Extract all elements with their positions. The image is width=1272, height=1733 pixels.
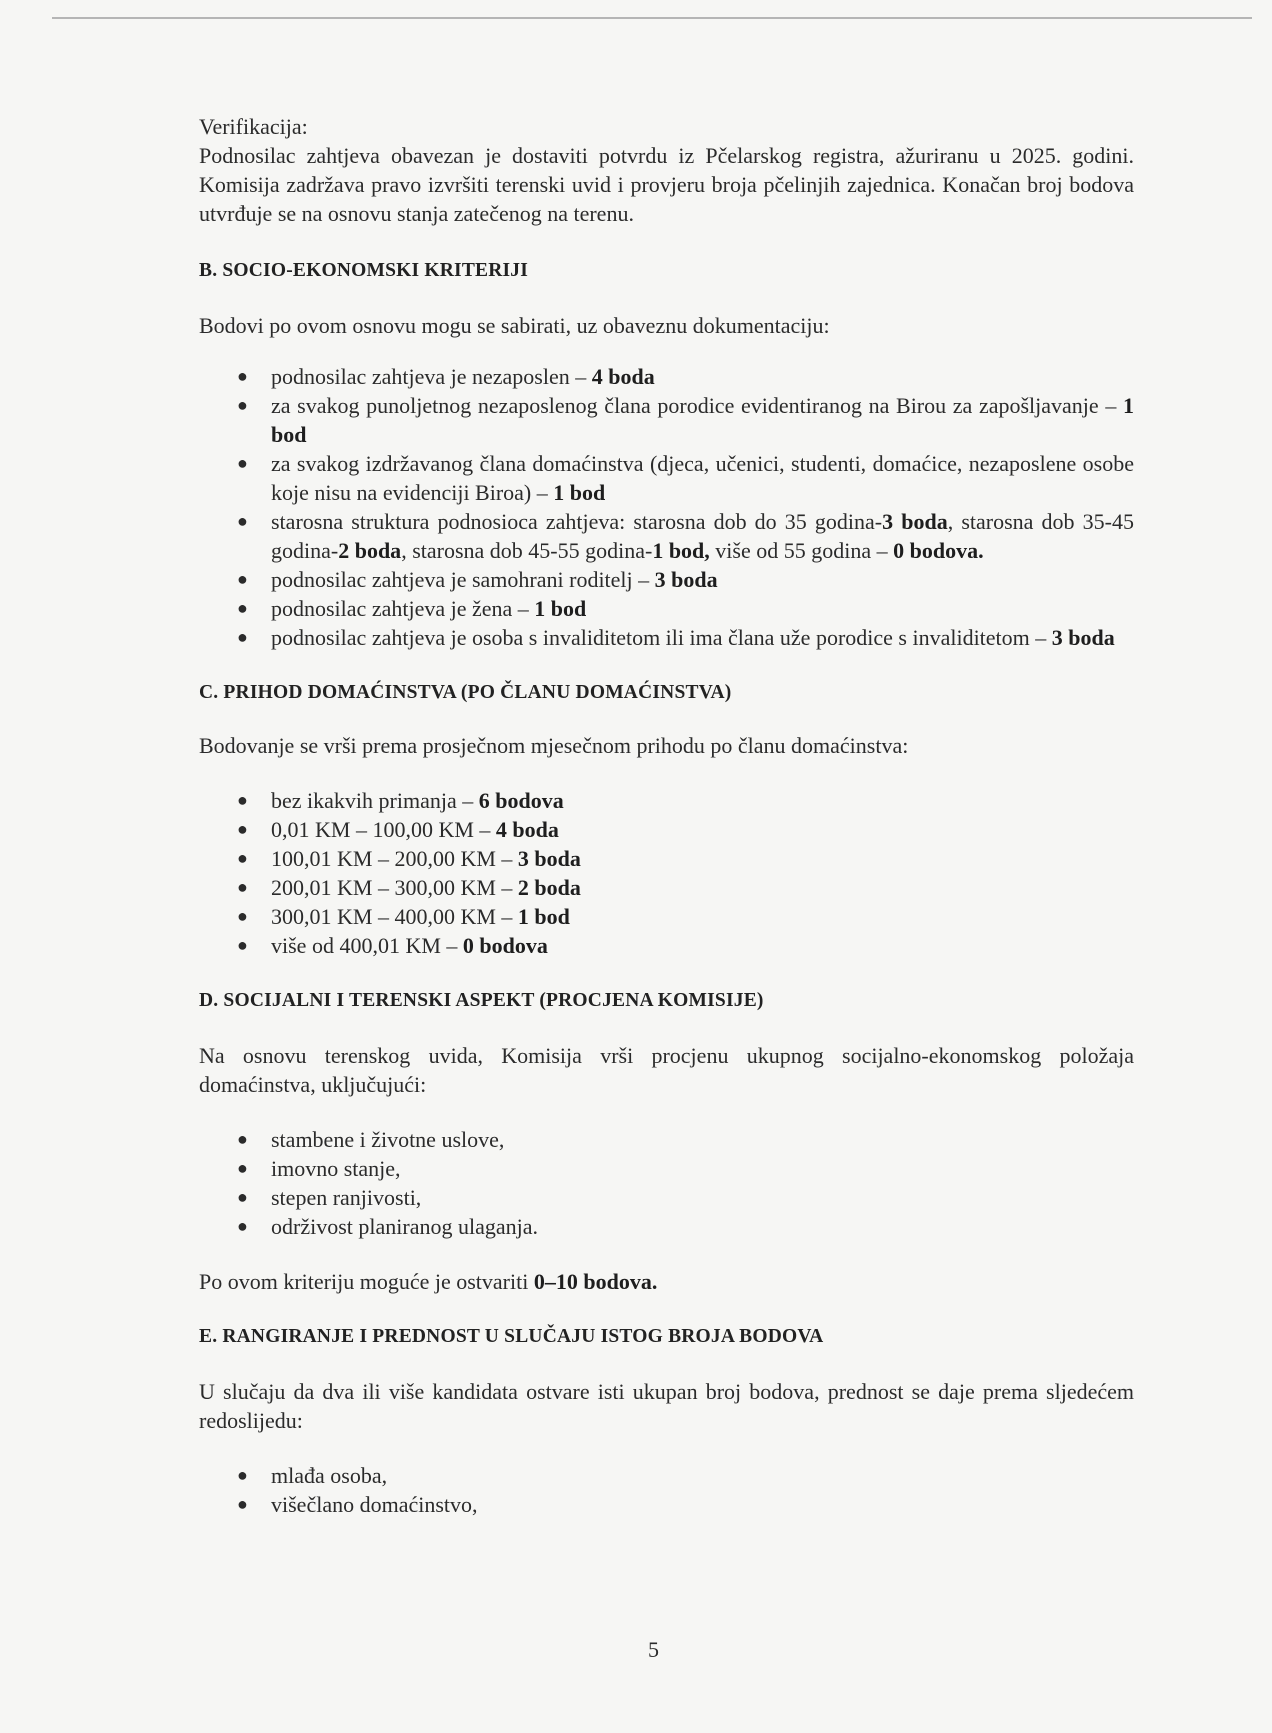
bullet-icon: ●	[237, 1465, 248, 1485]
document-body	[199, 112, 1134, 1519]
list-item: ● stepen ranjivosti,	[237, 1185, 422, 1210]
list-item: ● 300,01 KM – 400,00 KM – 1 bod	[237, 904, 570, 929]
bullet-icon: ●	[237, 453, 248, 473]
section-b-heading: B. SOCIO-EKONOMSKI KRITERIJI	[199, 260, 529, 281]
section-d-list	[199, 1125, 1134, 1241]
bullet-icon: ●	[237, 935, 248, 955]
bullet-icon: ●	[237, 848, 248, 868]
bullet-icon: ●	[237, 790, 248, 810]
bullet-icon: ●	[237, 877, 248, 897]
bullet-icon: ●	[237, 366, 248, 386]
list-item: ● stambene i životne uslove,	[237, 1127, 505, 1152]
list-item: ● 100,01 KM – 200,00 KM – 3 boda	[237, 846, 581, 871]
section-b-intro: Bodovi po ovom osnovu mogu se sabirati, uz obaveznu dokumentaciju:	[199, 313, 830, 338]
section-d-heading: D. SOCIJALNI I TERENSKI ASPEKT (PROCJENA KOMISIJE)	[199, 990, 764, 1011]
bullet-icon: ●	[237, 627, 248, 647]
verification-text: Podnosilac zahtjeva obavezan je dostaviti potvrdu iz Pčelarskog registra, ažuriranu u 2025. godini. Komisija zadržava pravo izvršiti terenski uvid i provjeru broja pčelinjih zajednica. Konačan broj bodova utvrđuje se na osnovu stanja zatečenog na terenu.	[199, 143, 1134, 226]
bullet-icon: ●	[237, 819, 248, 839]
section-d-outro: Po ovom kriteriju moguće je ostvariti 0–10 bodova.	[199, 1269, 658, 1294]
verification-label: Verifikacija:	[199, 114, 308, 139]
bullet-icon: ●	[237, 569, 248, 589]
list-item: ● podnosilac zahtjeva je nezaposlen – 4 boda	[237, 364, 655, 389]
bullet-icon: ●	[237, 1216, 248, 1236]
list-item: ● za svakog punoljetnog nezaposlenog člana porodice evidentiranog na Birou za zapošljavanje – 1 bod	[237, 393, 1134, 447]
list-item: ● bez ikakvih primanja – 6 bodova	[237, 788, 564, 813]
list-item: ● mlađa osoba,	[237, 1463, 388, 1488]
bullet-icon: ●	[237, 511, 248, 531]
bullet-icon: ●	[237, 1494, 248, 1514]
list-item: ● starosna struktura podnosioca zahtjeva: starosna dob do 35 godina-3 boda, starosna dob 35-45 godina-2 boda, starosna dob 45-55 godina-1 bod, više od 55 godina – 0 bodova.	[237, 509, 1134, 563]
section-e-list	[199, 1461, 1134, 1519]
page-number: 5	[648, 1637, 659, 1662]
list-item: ● imovno stanje,	[237, 1156, 401, 1181]
section-e-heading: E. RANGIRANJE I PREDNOST U SLUČAJU ISTOG BROJA BODOVA	[199, 1326, 824, 1347]
bullet-icon: ●	[237, 598, 248, 618]
section-b-list	[199, 362, 1134, 652]
bullet-icon: ●	[237, 1129, 248, 1149]
bullet-icon: ●	[237, 1187, 248, 1207]
list-item: ● 200,01 KM – 300,00 KM – 2 boda	[237, 875, 581, 900]
list-item: ● za svakog izdržavanog člana domaćinstva (djeca, učenici, studenti, domaćice, nezaposlene osobe koje nisu na evidenciji Biroa) – 1 bod	[237, 451, 1134, 505]
bullet-icon: ●	[237, 906, 248, 926]
list-item: ● višečlano domaćinstvo,	[237, 1492, 478, 1517]
list-item: ● podnosilac zahtjeva je žena – 1 bod	[237, 596, 587, 621]
section-c-intro: Bodovanje se vrši prema prosječnom mjesečnom prihodu po članu domaćinstva:	[199, 733, 909, 758]
list-item: ● više od 400,01 KM – 0 bodova	[237, 933, 548, 958]
list-item: ● podnosilac zahtjeva je osoba s invaliditetom ili ima člana uže porodice s invaliditetom – 3 boda	[237, 625, 1115, 650]
section-c-heading: C. PRIHOD DOMAĆINSTVA (PO ČLANU DOMAĆINSTVA)	[199, 682, 732, 703]
list-item: ● održivost planiranog ulaganja.	[237, 1214, 538, 1239]
section-d-intro: Na osnovu terenskog uvida, Komisija vrši procjenu ukupnog socijalno-ekonomskog položaja domaćinstva, uključujući:	[199, 1043, 1134, 1097]
list-item: ● 0,01 KM – 100,00 KM – 4 boda	[237, 817, 559, 842]
section-e-intro: U slučaju da dva ili više kandidata ostvare isti ukupan broj bodova, prednost se daje prema sljedećem redoslijedu:	[199, 1379, 1134, 1433]
list-item: ● podnosilac zahtjeva je samohrani roditelj – 3 boda	[237, 567, 718, 592]
bullet-icon: ●	[237, 395, 248, 415]
bullet-icon: ●	[237, 1158, 248, 1178]
section-c-list	[199, 786, 1134, 960]
top-divider	[52, 17, 1252, 19]
